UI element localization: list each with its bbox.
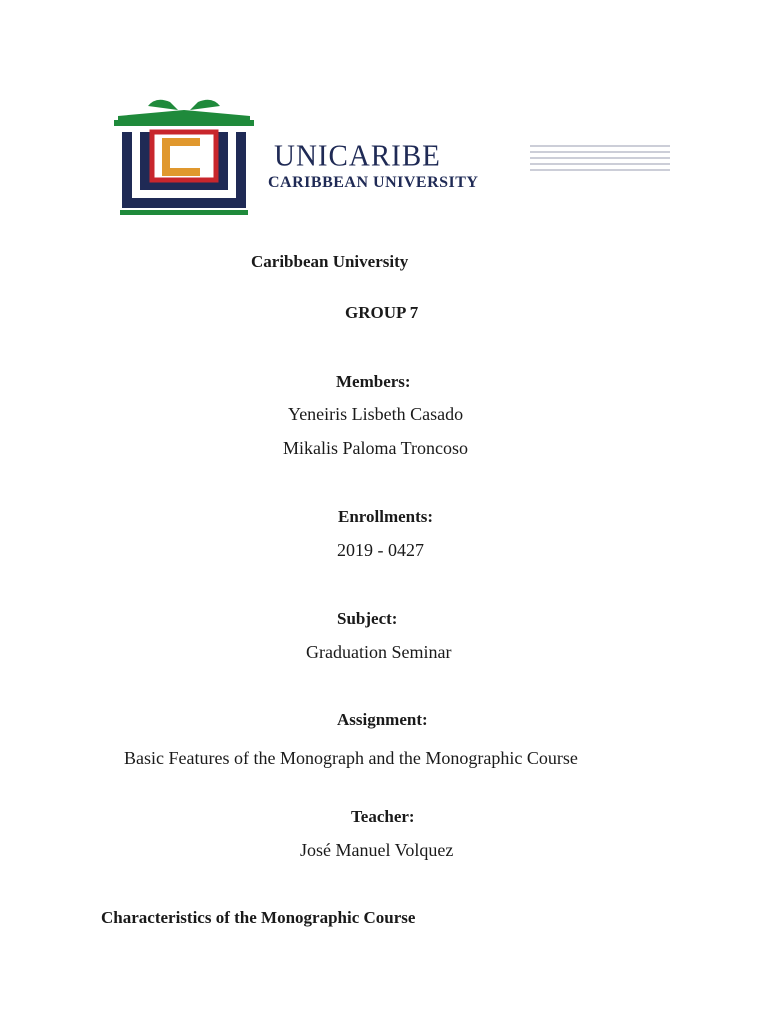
logo-wordmark-text: UNICARIBE: [274, 139, 441, 173]
enrollments-label: Enrollments:: [338, 507, 434, 526]
members-label: Members:: [336, 372, 411, 391]
teacher-label: Teacher:: [351, 807, 415, 826]
logo-subtitle: CARIBBEAN UNIVERSITY: [268, 174, 479, 191]
group-number: GROUP 7: [345, 303, 419, 322]
subject-value: Graduation Seminar: [306, 642, 452, 662]
unicaribe-logo-icon: [112, 92, 256, 216]
member-name: Yeneiris Lisbeth Casado: [288, 404, 464, 424]
assignment-value: Basic Features of the Monograph and the Monographic Course: [124, 748, 578, 768]
member-name: Mikalis Paloma Troncoso: [283, 438, 469, 458]
logo-wordmark: [268, 138, 688, 198]
subject-label: Subject:: [337, 609, 398, 628]
logo-wordmark-faded-glyphs: [530, 142, 680, 172]
section-heading: Characteristics of the Monographic Course: [101, 908, 416, 927]
assignment-label: Assignment:: [337, 710, 428, 729]
enrollments-value: 2019 - 0427: [337, 540, 424, 560]
teacher-value: José Manuel Volquez: [300, 840, 454, 860]
university-name: Caribbean University: [251, 252, 409, 271]
